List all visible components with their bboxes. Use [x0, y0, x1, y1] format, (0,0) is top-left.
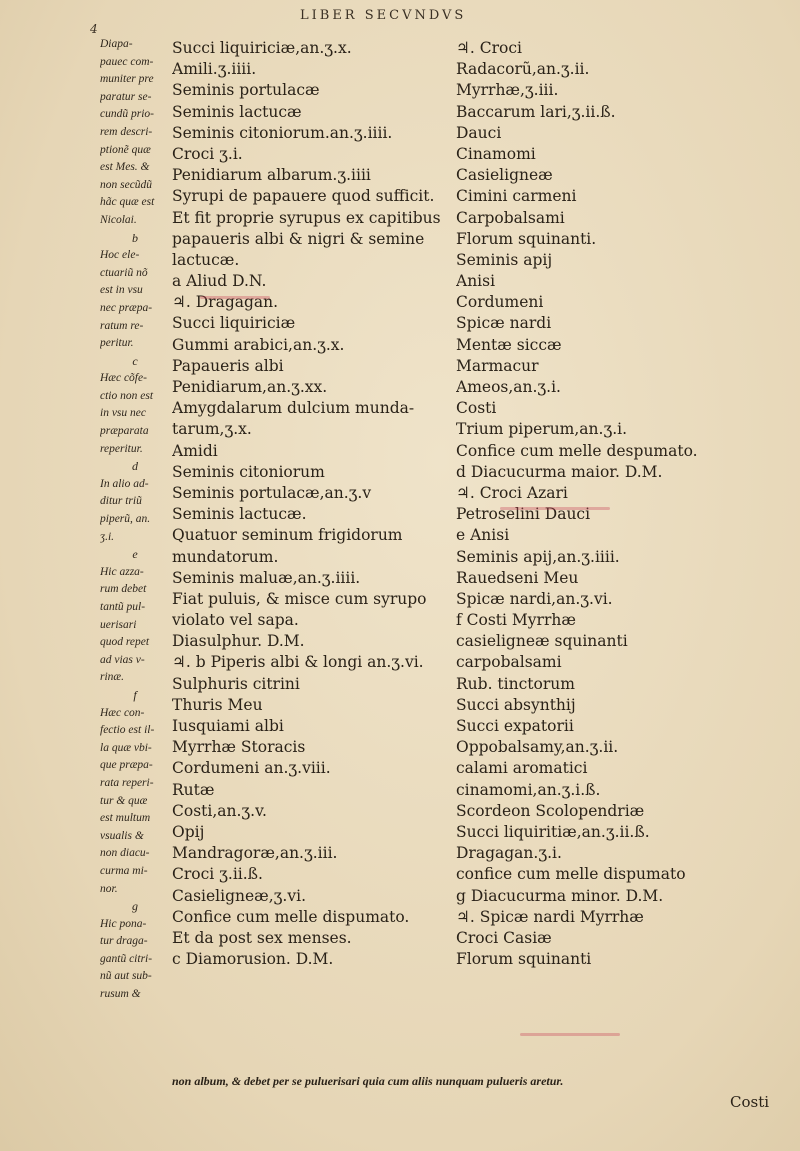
margin-note-line: pauec com- — [100, 55, 154, 68]
recipe-line: Confice cum melle despumato. — [456, 441, 698, 460]
margin-note-line: c — [132, 353, 138, 368]
recipe-line: Confice cum melle dispumato. — [172, 907, 410, 926]
recipe-line: lactucæ. — [172, 250, 240, 269]
margin-note-line: nũ aut sub- — [100, 970, 152, 983]
recipe-line: Florum squinanti. — [456, 229, 597, 248]
red-ink-mark — [200, 296, 270, 299]
margin-note-line: est multum — [100, 812, 151, 825]
recipe-line: cinamomi,an.ʒ.i.ß. — [456, 780, 601, 799]
recipe-line: ♃. Croci Azari — [456, 483, 568, 502]
recipe-line: confice cum melle dispumato — [456, 865, 686, 884]
recipe-line: Succi absynthij — [456, 695, 576, 714]
recipe-line: Seminis portulacæ — [172, 81, 320, 100]
recipe-line: Myrrhæ,ʒ.iii. — [456, 81, 559, 100]
recipe-line: papaueris albi & nigri & semine — [172, 229, 425, 248]
margin-note-line: rata reperi- — [100, 776, 154, 789]
recipe-line: Oppobalsamy,an.ʒ.ii. — [456, 738, 619, 757]
margin-note-line: peritur. — [100, 337, 134, 350]
margin-note-line: ratum re- — [100, 319, 144, 332]
margin-note-line: non secũdũ — [100, 178, 153, 191]
margin-note-line: muniter pre — [100, 73, 154, 86]
recipe-line: Carpobalsami — [456, 208, 565, 227]
red-ink-mark — [520, 1033, 620, 1036]
recipe-line: Costi,an.ʒ.v. — [172, 801, 267, 820]
recipe-line: Opij — [172, 822, 205, 841]
recipe-line: Cordumeni — [456, 293, 544, 312]
recipe-line: Baccarum lari,ʒ.ii.ß. — [456, 102, 616, 121]
recipe-line: Iusquiami albi — [172, 717, 284, 735]
margin-note-line: est in vsu — [100, 284, 143, 297]
corner-mark: 4 — [90, 22, 101, 36]
margin-note-line: quod repet — [100, 636, 150, 649]
margin-note-line: ptionẽ quæ — [100, 143, 151, 156]
margin-note-line: tur draga- — [100, 935, 148, 948]
margin-note-line: cundũ prio- — [100, 108, 154, 121]
recipe-line: Cimini carmeni — [456, 187, 577, 206]
margin-note-line: tantũ pul- — [100, 601, 146, 613]
margin-note-line: Hoc ele- — [100, 249, 140, 262]
margin-note-line: paratur se- — [100, 90, 152, 103]
recipe-line: Casieligneæ — [456, 166, 553, 185]
recipe-line: Seminis apij — [456, 250, 553, 269]
margin-note-line: In alio ad- — [100, 477, 149, 490]
recipe-line: Cordumeni an.ʒ.viii. — [172, 759, 331, 778]
recipe-line: ♃. Croci — [456, 39, 522, 57]
recipe-line: Marmacur — [456, 356, 539, 375]
recipe-line: violato vel sapa. — [172, 611, 299, 630]
margin-note-line: la quæ vbi- — [100, 741, 152, 754]
margin-note-line: rusum & — [100, 988, 141, 1001]
margin-note-line: f — [133, 687, 137, 702]
recipe-line: Seminis citoniorum.an.ʒ.iiii. — [172, 123, 393, 142]
left-column — [172, 38, 454, 970]
margin-note-line: ʒ.i. — [100, 530, 115, 543]
recipe-line: Succi liquiriciæ — [172, 314, 296, 333]
red-ink-mark — [500, 507, 610, 510]
margin-note-line: nec præpa- — [100, 301, 153, 314]
recipe-line: tarum,ʒ.x. — [172, 420, 252, 439]
recipe-line: d Diacucurma maior. D.M. — [456, 462, 663, 481]
margin-note-line: ditur triũ — [100, 495, 142, 508]
recipe-line: Succi expatorii — [456, 717, 574, 735]
margin-note-line: tur & quæ — [100, 794, 148, 807]
recipe-line: Seminis lactucæ — [172, 102, 302, 121]
recipe-line: a Aliud D.N. — [172, 272, 267, 291]
recipe-line: Amygdalarum dulcium munda- — [172, 399, 415, 418]
recipe-line: mundatorum. — [172, 547, 279, 566]
recipe-line: Rauedseni Meu — [456, 568, 579, 587]
recipe-line: Rutæ — [172, 780, 215, 799]
margin-note-line: ad vias v- — [100, 653, 145, 666]
recipe-line: Gummi arabici,an.ʒ.x. — [172, 335, 345, 354]
running-title: LIBER SECVNDVS — [300, 8, 467, 23]
recipe-line: Costi — [456, 399, 497, 418]
margin-note-line: Hæc con- — [100, 706, 145, 719]
margin-note-line: d — [132, 459, 138, 474]
recipe-line: Ameos,an.ʒ.i. — [456, 378, 561, 396]
recipe-line: Amidi — [172, 441, 218, 460]
recipe-line: Dragagan.ʒ.i. — [456, 844, 562, 863]
recipe-line: Petroselini Dauci — [456, 505, 591, 524]
recipe-line: ♃. b Piperis albi & longi an.ʒ.vi. — [172, 653, 424, 672]
recipe-line: Sulphuris citrini — [172, 674, 300, 693]
recipe-line: carpobalsami — [456, 653, 562, 672]
right-column — [456, 38, 766, 970]
recipe-line: Penidiarum,an.ʒ.xx. — [172, 378, 328, 396]
recipe-line: casieligneæ squinanti — [456, 632, 628, 651]
margin-note-line: curma mi- — [100, 864, 148, 877]
recipe-line: Croci ʒ.ii.ß. — [172, 865, 263, 884]
recipe-line: Succi liquiriciæ,an.ʒ.x. — [172, 39, 352, 57]
margin-note-line: piperũ, an. — [100, 513, 151, 526]
recipe-line: Myrrhæ Storacis — [172, 738, 306, 757]
margin-note-line: b — [132, 230, 138, 245]
recipe-line: Syrupi de papauere quod sufficit. — [172, 187, 435, 206]
recipe-line: Seminis citoniorum — [172, 462, 325, 481]
margin-note-line: non diacu- — [100, 847, 150, 860]
margin-note-line: hãc quæ est — [100, 196, 155, 209]
margin-note-line: rem descri- — [100, 125, 153, 138]
recipe-line: Succi liquiritiæ,an.ʒ.ii.ß. — [456, 822, 650, 841]
recipe-line: Seminis maluæ,an.ʒ.iiii. — [172, 568, 361, 587]
margin-note-line: gantũ citri- — [100, 952, 153, 965]
margin-note-line: ctuariũ nõ — [100, 266, 148, 279]
margin-note-line: est Mes. & — [100, 161, 150, 174]
recipe-line: Diasulphur. D.M. — [172, 632, 305, 651]
margin-note-line: Hic pona- — [100, 917, 147, 930]
margin-note-line: præparata — [100, 425, 149, 438]
recipe-line: Scordeon Scolopendriæ — [456, 801, 645, 820]
catchword: Costi — [730, 1093, 770, 1111]
margin-note-line: que præpa- — [100, 759, 153, 772]
recipe-line: Croci ʒ.i. — [172, 144, 243, 163]
recipe-line: Spicæ nardi — [456, 314, 552, 333]
recipe-line: Rub. tinctorum — [456, 674, 575, 693]
margin-note-line: nor. — [100, 882, 118, 895]
recipe-line: Mentæ siccæ — [456, 335, 562, 354]
recipe-line: ♃. Spicæ nardi Myrrhæ — [456, 907, 644, 926]
running-header — [90, 8, 600, 36]
recipe-line: calami aromatici — [456, 759, 588, 778]
recipe-line: Croci Casiæ — [456, 928, 552, 947]
recipe-line: Trium piperum,an.ʒ.i. — [456, 420, 628, 439]
recipe-line: Amili.ʒ.iiii. — [172, 60, 257, 79]
margin-note-line: in vsu nec — [100, 407, 146, 420]
margin-note-line: Diapa- — [100, 38, 133, 50]
recipe-line: Cinamomi — [456, 144, 536, 163]
footnote: non album, & debet per se puluerisari quia cum aliis nunquam pulueris aretur. — [172, 1074, 564, 1088]
margin-note-line: rum debet — [100, 583, 147, 596]
margin-note-line: rinæ. — [100, 671, 124, 684]
recipe-line: Papaueris albi — [172, 356, 284, 375]
recipe-line: Et da post sex menses. — [172, 928, 352, 947]
recipe-line: Quatuor seminum frigidorum — [172, 526, 403, 545]
margin-note-line: e — [132, 547, 138, 562]
margin-note-line: Hic azza- — [100, 565, 144, 578]
recipe-line: e Anisi — [456, 526, 510, 545]
margin-note-line: Hæc cõfe- — [100, 372, 147, 385]
recipe-line: Seminis apij,an.ʒ.iiii. — [456, 547, 620, 566]
recipe-line: Florum squinanti — [456, 950, 592, 969]
margin-note-line: Nicolai. — [100, 213, 137, 226]
margin-note-line: uerisari — [100, 618, 137, 631]
margin-note-line: fectio est il- — [100, 724, 155, 737]
recipe-line: Et fit proprie syrupus ex capitibus — [172, 208, 441, 227]
recipe-line: Mandragoræ,an.ʒ.iii. — [172, 844, 338, 863]
margin-note-line: reperitur. — [100, 442, 143, 455]
recipe-line: Thuris Meu — [172, 695, 263, 714]
recipe-line: Penidiarum albarum.ʒ.iiii — [172, 166, 371, 185]
recipe-line: Spicæ nardi,an.ʒ.vi. — [456, 589, 613, 608]
recipe-line: Dauci — [456, 123, 502, 142]
recipe-line: f Costi Myrrhæ — [456, 611, 576, 630]
recipe-line: Fiat puluis, & misce cum syrupo — [172, 589, 427, 608]
margin-note-line: ctio non est — [100, 389, 154, 402]
recipe-line: c Diamorusion. D.M. — [172, 950, 334, 969]
recipe-line: Radacorũ,an.ʒ.ii. — [456, 60, 590, 79]
recipe-line: Casieligneæ,ʒ.vi. — [172, 886, 306, 905]
recipe-line: Anisi — [456, 272, 496, 291]
recipe-line: Seminis portulacæ,an.ʒ.v — [172, 483, 372, 502]
margin-notes — [100, 36, 170, 1004]
recipe-line: g Diacucurma minor. D.M. — [456, 886, 664, 905]
margin-note-line: g — [132, 899, 138, 914]
recipe-line: ♃. Dragagan. — [172, 293, 279, 312]
recipe-line: Seminis lactucæ. — [172, 505, 307, 524]
margin-note-line: vsualis & — [100, 829, 144, 842]
